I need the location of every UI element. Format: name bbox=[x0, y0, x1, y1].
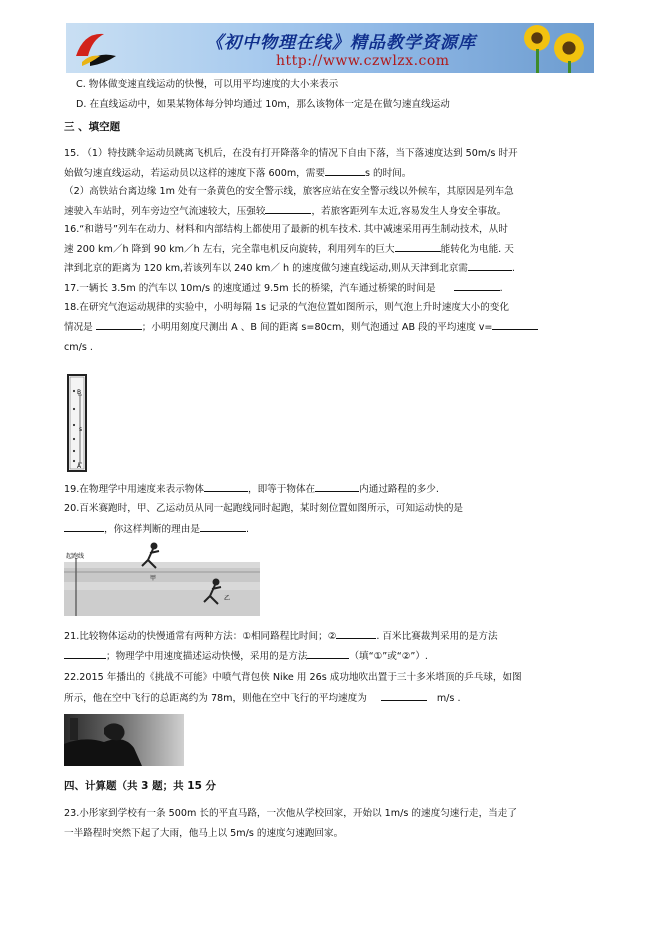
q18-line1: 18.在研究气泡运动规律的实验中，小明每隔 1s 记录的气泡位置如图所示，则气泡上升时速度大小的变化 bbox=[64, 302, 509, 313]
answer-blank bbox=[307, 649, 349, 659]
q20-line2: ，你这样判断的理由是 . bbox=[64, 522, 249, 536]
answer-blank bbox=[336, 629, 376, 639]
q16-line2: 速 200 km／h 降到 90 km／h 左右，完全靠电机反向旋转，利用列车的巨大 能转化为电能. 天 bbox=[64, 244, 514, 255]
header-banner bbox=[66, 23, 594, 73]
sunflower-icon bbox=[554, 33, 584, 63]
q18-line2: 情况是 ；小明用刻度尺测出 A 、B 间的距离 s=80cm，则气泡通过 AB 段的平均速度 v= bbox=[64, 320, 538, 334]
label-b: B bbox=[77, 389, 82, 396]
banner-title: 《初中物理在线》精品教学资源库 bbox=[206, 33, 476, 53]
answer-blank bbox=[200, 522, 246, 532]
banner-url: http://www.czwlzx.com bbox=[276, 53, 450, 69]
label-yi: 乙 bbox=[224, 595, 231, 602]
q16-line3: 津到北京的距离为 120 km,若该列车以 240 km／ h 的速度做匀速直线运动,则从天津到北京需 . bbox=[64, 263, 515, 274]
sunflower-icon bbox=[524, 25, 550, 51]
answer-blank bbox=[395, 242, 441, 252]
answer-blank bbox=[96, 320, 142, 330]
q18-line3: cm/s . bbox=[64, 342, 93, 353]
q23-line2: 一半路程时突然下起了大雨，他马上以 5m/s 的速度匀速跑回家。 bbox=[64, 828, 344, 839]
q21-line1: 21.比较物体运动的快慢通常有两种方法：①相同路程比时间；② . 百米比赛裁判采用的是方法 bbox=[64, 631, 498, 642]
section-heading-fill: 三 、填空题 bbox=[64, 121, 121, 133]
q20-line1: 20.百米赛跑时，甲、乙运动员从同一起跑线同时起跑，某时刻位置如图所示，可知运动快的是 bbox=[64, 503, 464, 514]
jetpack-photo bbox=[64, 714, 184, 766]
q15-line2: 始做匀速直线运动，若运动员以这样的速度下落 600m，需要 s 的时间。 bbox=[64, 168, 412, 179]
label-start-line: 起跑线 bbox=[66, 553, 85, 560]
bubble-tube-figure bbox=[64, 373, 92, 473]
q19: 19.在物理学中用速度来表示物体 ，即等于物体在 内通过路程的多少. bbox=[64, 484, 439, 495]
answer-blank bbox=[381, 691, 427, 701]
label-s: s bbox=[79, 426, 83, 433]
q16-line1: 16.“和谐号”列车在动力、材料和内部结构上都使用了最新的机车技术. 其中减速采用再生制动技术，从时 bbox=[64, 224, 508, 235]
q17: 17.一辆长 3.5m 的汽车以 10m/s 的速度通过 9.5m 长的桥梁，汽车通过桥梁的时间是 . bbox=[64, 283, 503, 294]
q21-line2: ；物理学中用速度描述运动快慢，采用的是方法 （填“①”或“②”）. bbox=[64, 649, 428, 663]
q23-line1: 23.小彤家到学校有一条 500m 长的平直马路，一次他从学校回家，开始以 1m/s 的速度匀速行走，当走了 bbox=[64, 808, 517, 819]
answer-blank bbox=[315, 482, 359, 492]
q22-line1: 22.2015 年播出的《挑战不可能》中喷气背包侠 Nike 用 26s 成功地吹出置于三十多米塔顶的乒乓球，如图 bbox=[64, 672, 522, 683]
label-a: A bbox=[77, 463, 82, 470]
race-figure bbox=[64, 538, 260, 616]
q22-line2: 所示，他在空中飞行的总距离约为 78m，则他在空中飞行的平均速度为 m/s . bbox=[64, 693, 461, 704]
answer-blank bbox=[64, 522, 104, 532]
section-heading-calc: 四、计算题（共 3 题；共 15 分 bbox=[64, 780, 217, 792]
answer-blank bbox=[265, 204, 311, 214]
site-logo-icon bbox=[70, 26, 120, 70]
option-d: D. 在直线运动中，如果某物体每分钟均通过 10m，那么该物体一定是在做匀速直线运动 bbox=[76, 99, 450, 110]
q15-line4: 速驶入车站时，列车旁边空气流速较大，压强较 ，若旅客距列车太近,容易发生人身安全事故。 bbox=[64, 206, 507, 217]
answer-blank bbox=[468, 261, 512, 271]
q15-line3: （2）高铁站台离边缘 1m 处有一条黄色的安全警示线，旅客应站在安全警示线以外候车，其原因是列车急 bbox=[64, 186, 514, 197]
q15-line1: 15. （1）特技跳伞运动员跳离飞机后，在没有打开降落伞的情况下自由下落，当下落速度达到 50m/s 时开 bbox=[64, 148, 518, 159]
answer-blank bbox=[204, 482, 248, 492]
option-c: C. 物体做变速直线运动的快慢，可以用平均速度的大小来表示 bbox=[76, 79, 339, 90]
answer-blank bbox=[492, 320, 538, 330]
answer-blank bbox=[64, 649, 106, 659]
label-jia: 甲 bbox=[150, 575, 157, 582]
answer-blank bbox=[454, 281, 500, 291]
answer-blank bbox=[325, 166, 365, 176]
